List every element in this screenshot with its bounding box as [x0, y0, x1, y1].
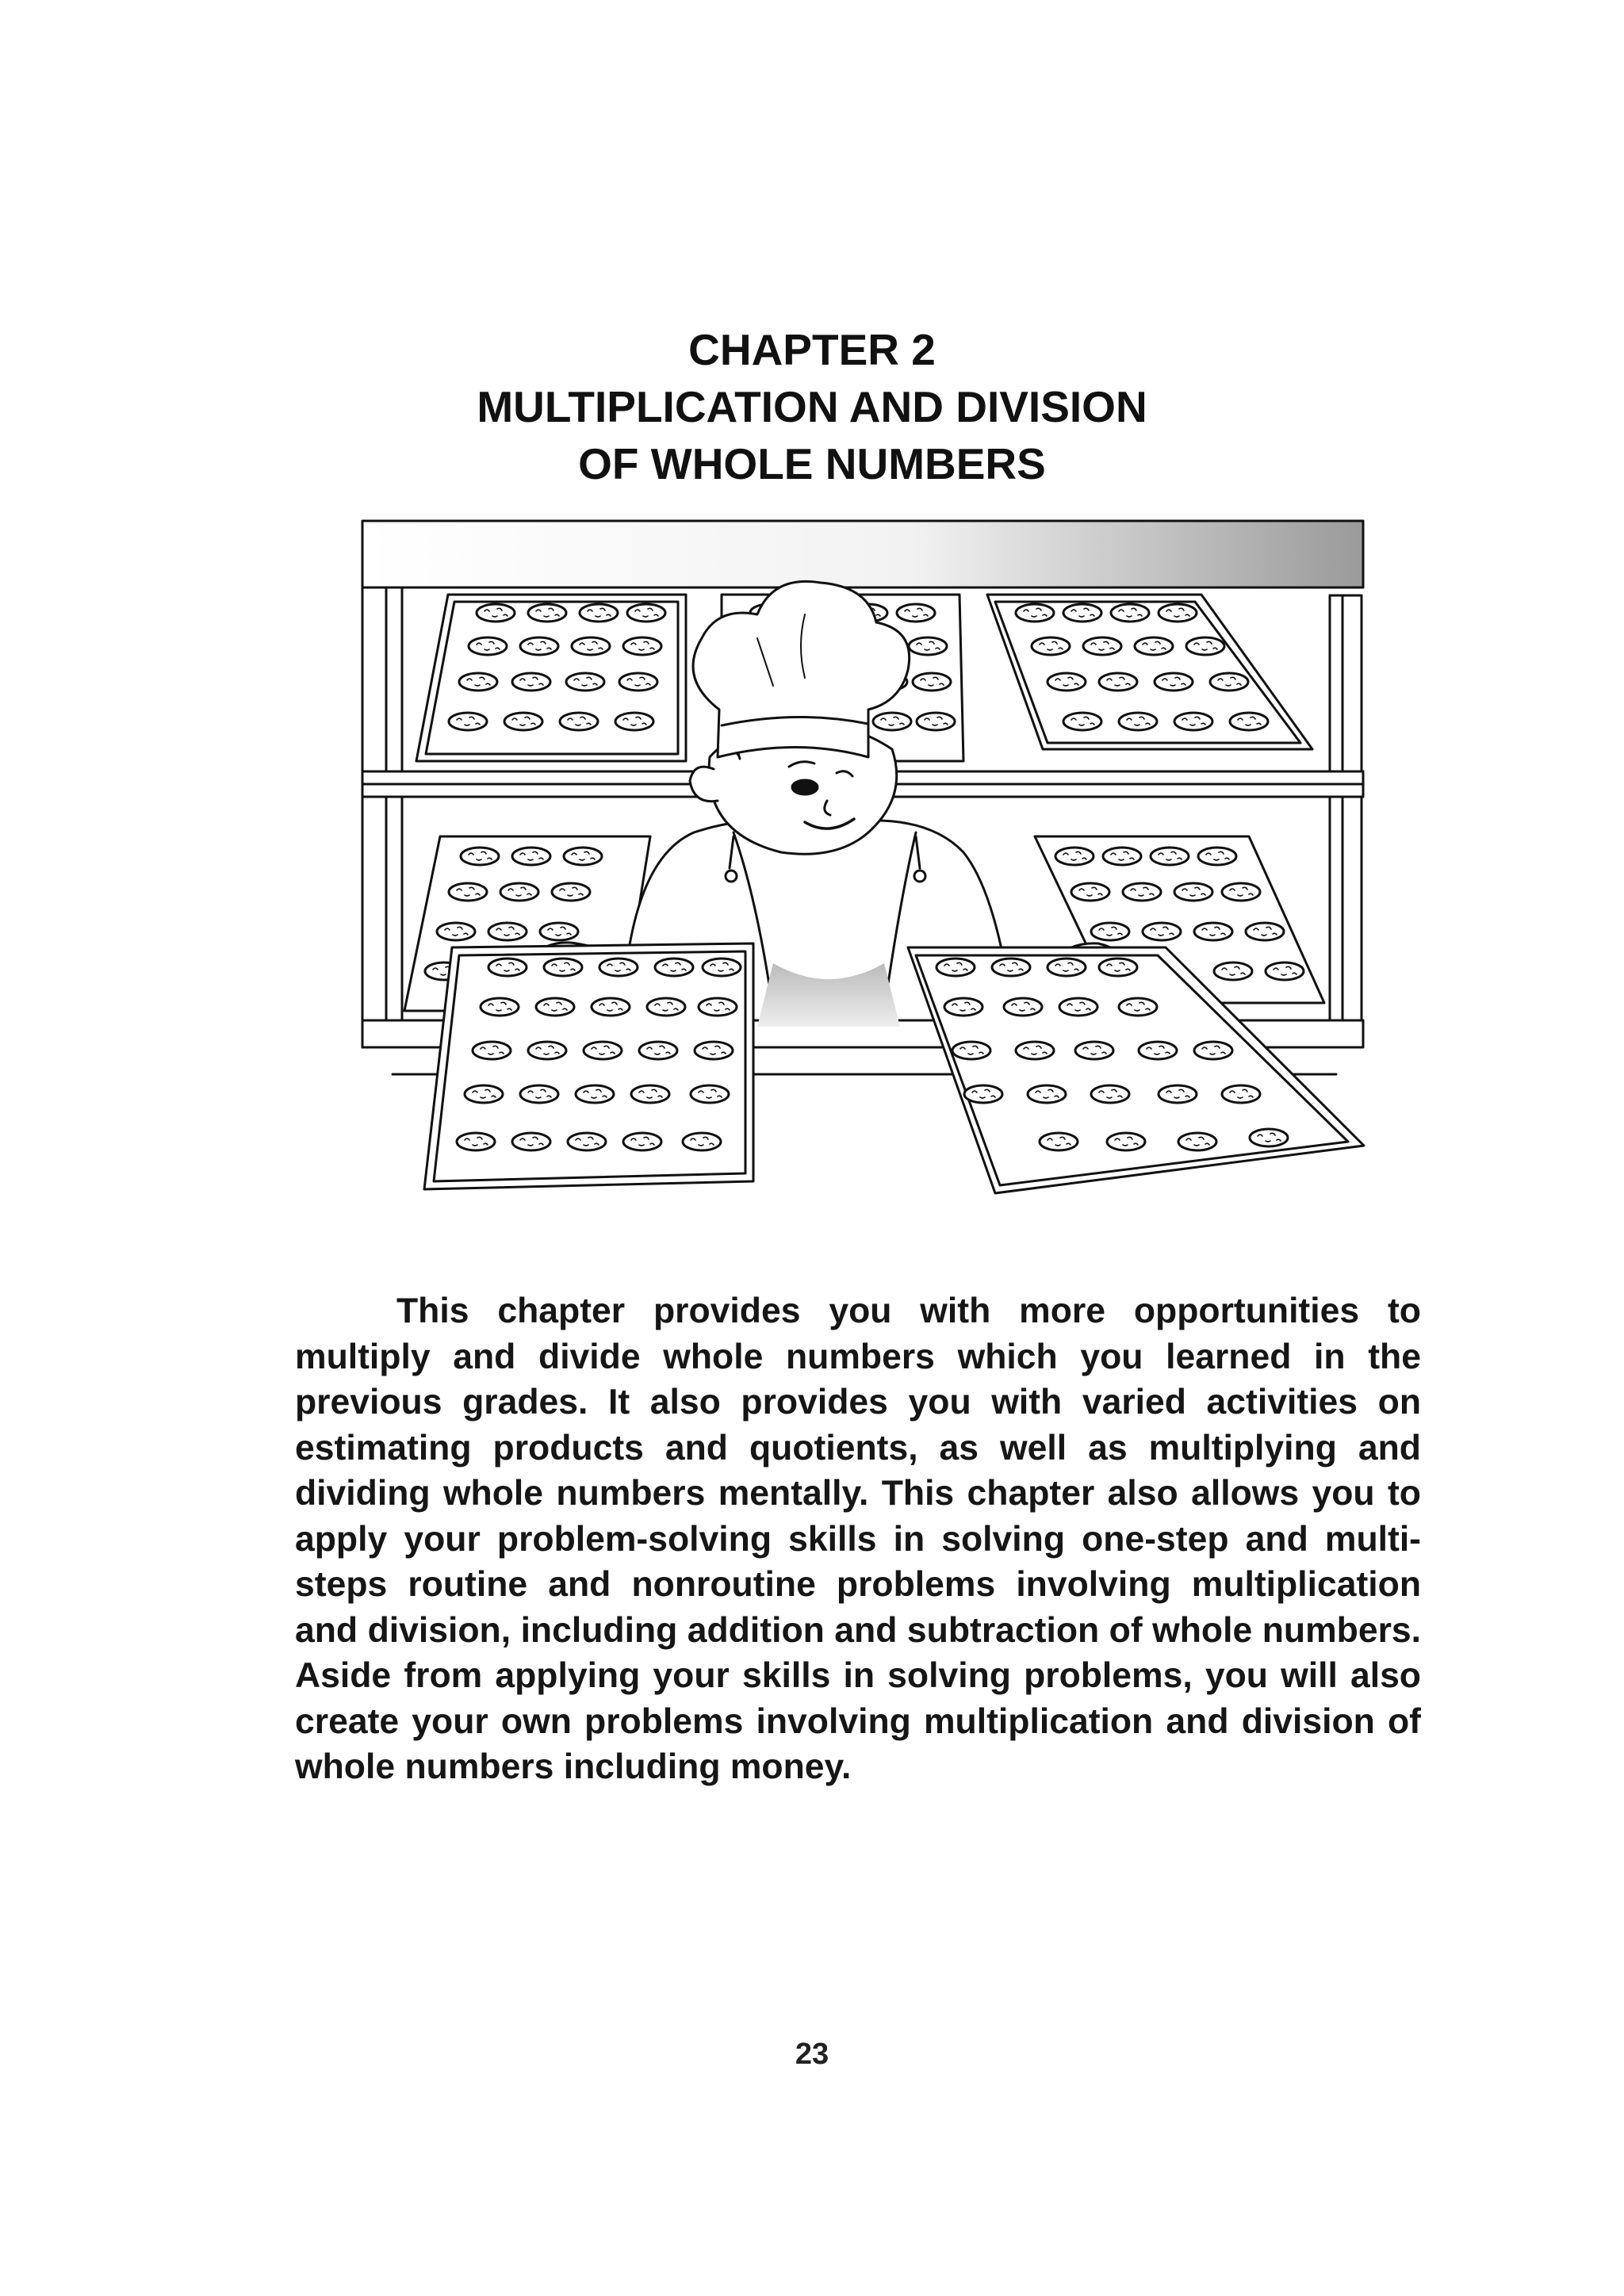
intro-paragraph-block — [295, 1288, 1421, 1790]
chapter-heading — [0, 321, 1624, 492]
chapter-title-line-2: OF WHOLE NUMBERS — [578, 439, 1046, 488]
chapter-label: CHAPTER 2 — [688, 325, 936, 374]
page-number: 23 — [795, 2038, 829, 2071]
baker-illustration — [361, 519, 1368, 1197]
upper-left-tray — [416, 595, 686, 761]
chapter-title-line-1: MULTIPLICATION AND DIVISION — [477, 382, 1147, 431]
intro-paragraph: This chapter provides you with more opportunities to multiply and divide whole numbers which you learned in the previous grades. It also provides you with varied activities on estimating products and quotients, as well as multiplying and dividing whole numbers mentally. This chapter also allows you to apply your problem-solving skills in solving one-step and multi-steps routine and nonroutine problems involving multiplication and division, including addition and subtraction of whole numbers. Aside from applying your skills in solving problems, you will also create your own problems involving multiplication and division of whole numbers including money. — [295, 1292, 1421, 1786]
front-left-tray — [424, 943, 753, 1189]
upper-right-tray — [987, 595, 1312, 749]
